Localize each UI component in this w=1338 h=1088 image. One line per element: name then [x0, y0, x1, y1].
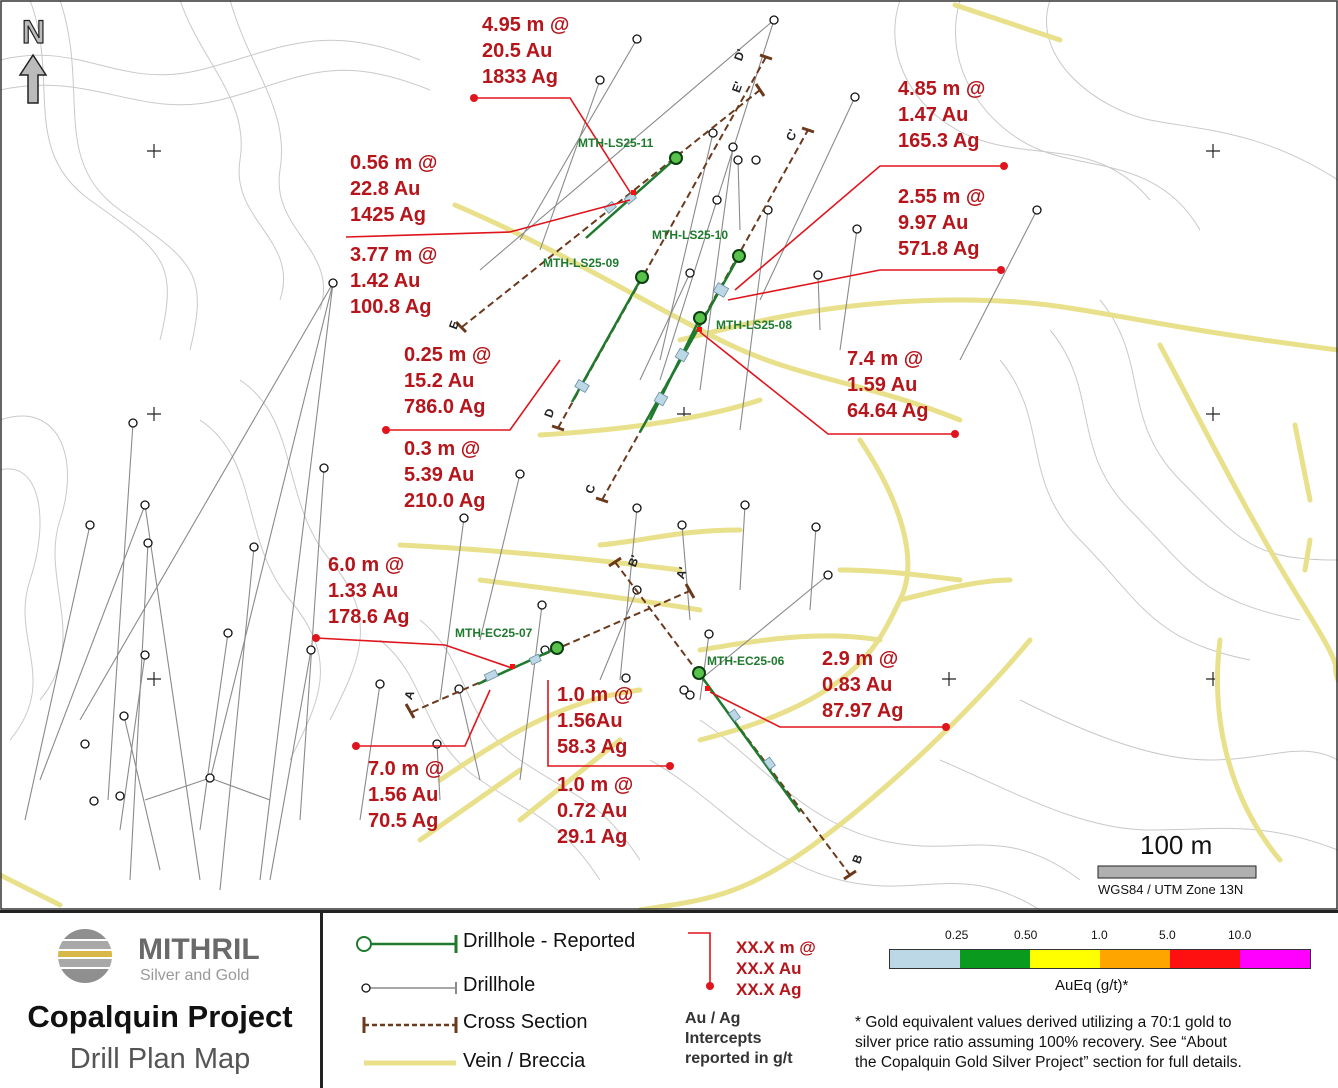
colorbar-tick: 1.0	[1091, 928, 1108, 942]
colorbar-swatch	[1170, 950, 1240, 968]
colorbar-tick: 0.50	[1014, 928, 1038, 942]
legend-intercept-example: XX.X m @ XX.X Au XX.X Ag	[736, 938, 816, 999]
colorbar-tick: 5.0	[1159, 928, 1176, 942]
map-title: Drill Plan Map	[69, 1043, 251, 1075]
intercept-label: 3.77 m @ 1.42 Au 100.8 Ag	[350, 244, 438, 318]
company-name: MITHRIL	[138, 933, 260, 966]
colorbar-swatch	[890, 950, 960, 968]
title-block	[0, 913, 323, 1088]
colorbar-swatch	[1240, 950, 1310, 968]
intercept-label: 1.0 m @ 1.56Au 58.3 Ag	[557, 684, 634, 758]
section-label: D	[541, 406, 558, 420]
drillhole-label: MTH-LS25-08	[716, 318, 793, 332]
section-label: B'	[625, 553, 643, 569]
section-label: A	[401, 688, 418, 702]
legend-panel	[0, 910, 1338, 1088]
colorbar-tick: 10.0	[1228, 928, 1252, 942]
legend-drillhole-label: Drillhole	[463, 974, 536, 996]
intercept-label: 7.0 m @ 1.56 Au 70.5 Ag	[368, 758, 445, 832]
footnote: * Gold equivalent values derived utilizing a 70:1 gold to silver price ratio assuming 100% recovery. See “About the Copalquin Gold Silver Project” section for full details.	[855, 1014, 1242, 1071]
crs-label: WGS84 / UTM Zone 13N	[1098, 882, 1244, 897]
scale-bar-label: 100 m	[1140, 830, 1213, 860]
legend-reported-label: Drillhole - Reported	[463, 930, 636, 952]
intercept-label: 2.9 m @ 0.83 Au 87.97 Ag	[822, 648, 904, 722]
section-label: A'	[673, 565, 691, 581]
mithril-logo-icon	[55, 926, 135, 986]
drillhole-label: MTH-LS25-11	[578, 136, 654, 150]
section-label: C	[582, 482, 599, 496]
colorbar-label: AuEq (g/t)*	[1055, 977, 1129, 994]
intercept-label: 7.4 m @ 1.59 Au 64.64 Ag	[847, 348, 929, 422]
intercept-label: 0.56 m @ 22.8 Au 1425 Ag	[350, 152, 438, 226]
section-label: B	[849, 852, 866, 866]
intercept-label: 2.55 m @ 9.97 Au 571.8 Ag	[898, 186, 986, 260]
legend-section-label: Cross Section	[463, 1011, 588, 1033]
company-subtitle: Silver and Gold	[140, 967, 250, 984]
colorbar-tick: 0.25	[945, 928, 969, 942]
drillhole-label: MTH-LS25-10	[652, 228, 729, 242]
scale-bar	[1098, 866, 1256, 878]
intercept-label: 1.0 m @ 0.72 Au 29.1 Ag	[557, 774, 634, 848]
intercept-label: 0.3 m @ 5.39 Au 210.0 Ag	[404, 438, 486, 512]
intercept-label: 0.25 m @ 15.2 Au 786.0 Ag	[404, 344, 492, 418]
colorbar-swatch	[1030, 950, 1100, 968]
drillhole-label: MTH-EC25-06	[707, 654, 785, 668]
section-label: E	[446, 318, 462, 332]
project-title: Copalquin Project	[27, 999, 293, 1034]
intercept-label: 4.85 m @ 1.47 Au 165.3 Ag	[898, 78, 986, 152]
intercept-label: 4.95 m @ 20.5 Au 1833 Ag	[482, 14, 570, 88]
drillhole-label: MTH-LS25-09	[543, 256, 620, 270]
drillhole-label: MTH-EC25-07	[455, 626, 533, 640]
section-label: E'	[728, 79, 746, 95]
north-label: N	[22, 14, 46, 50]
intercept-label: 6.0 m @ 1.33 Au 178.6 Ag	[328, 554, 410, 628]
section-label: C'	[783, 127, 801, 143]
legend-vein-label: Vein / Breccia	[463, 1050, 586, 1072]
colorbar	[889, 949, 1311, 969]
colorbar-swatch	[960, 950, 1030, 968]
section-label: D'	[731, 47, 749, 63]
colorbar-swatch	[1100, 950, 1170, 968]
legend-units-note: Au / Ag Intercepts reported in g/t	[685, 1010, 793, 1067]
